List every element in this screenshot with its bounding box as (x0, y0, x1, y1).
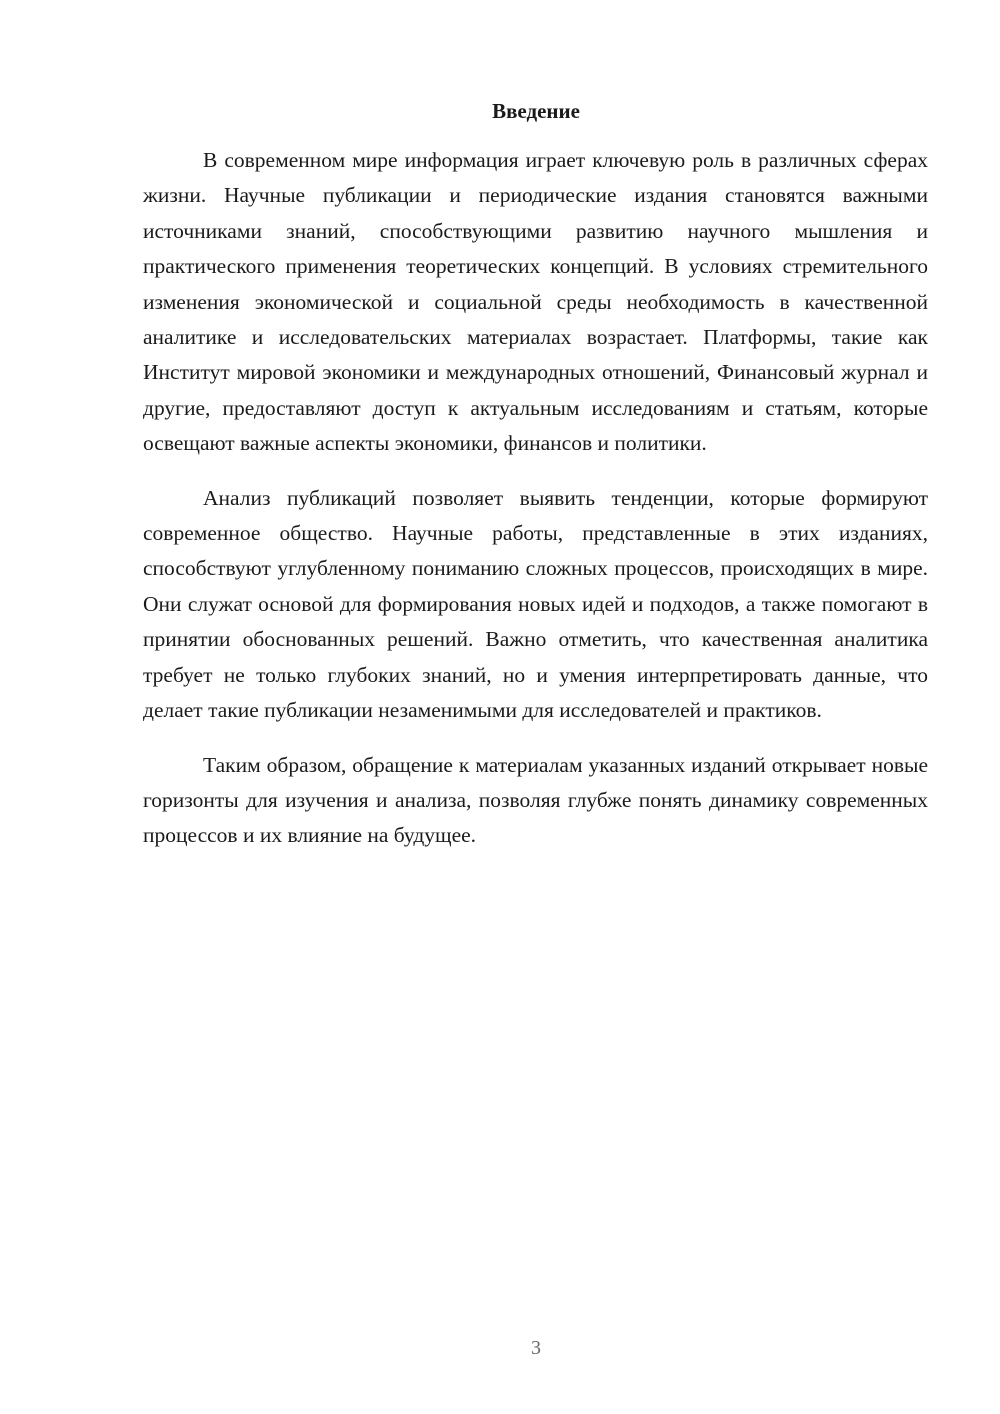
page-number: 3 (531, 1337, 541, 1359)
paragraph-2: Анализ публикаций позволяет выявить тенденции, которые формируют современное общество. Научные работы, представленные в этих изданиях, способствуют углубленному пониманию сложных процессов, происходящих в мире. Они служат основой для формирования новых идей и подходов, а также помогают в принятии обоснованных решений. Важно отметить, что качественная аналитика требует не только глубоких знаний, но и умения интерпретировать данные, что делает такие публикации незаменимыми для исследователей и практиков. (143, 485, 928, 723)
body-text (143, 143, 928, 854)
section-heading: Введение (492, 99, 580, 123)
paragraph-3: Таким образом, обращение к материалам указанных изданий открывает новые горизонты для изучения и анализа, позволяя глубже понять динамику современных процессов и их влияние на будущее. (143, 752, 928, 848)
paragraph-1: В современном мире информация играет ключевую роль в различных сферах жизни. Научные публикации и периодические издания становятся важными источниками знаний, способствующими развитию научного мышления и практического применения теоретических концепций. В условиях стремительного изменения экономической и социальной среды необходимость в качественной аналитике и исследовательских материалах возрастает. Платформы, такие как Институт мировой экономики и международных отношений, Финансовый журнал и другие, предоставляют доступ к актуальным исследованиям и статьям, которые освещают важные аспекты экономики, финансов и политики. (143, 148, 928, 456)
